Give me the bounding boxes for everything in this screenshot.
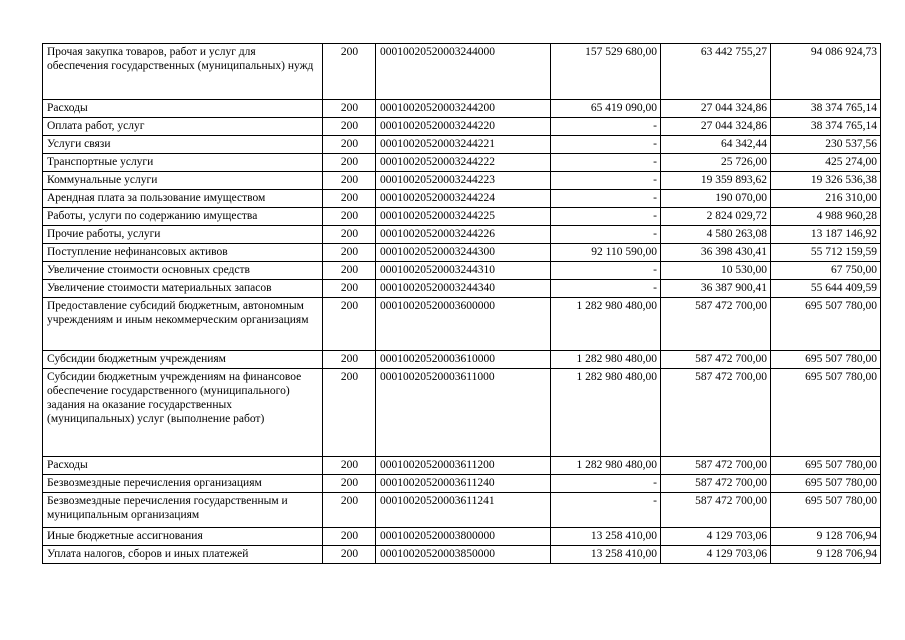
executed-amount: 36 387 900,41 — [661, 280, 771, 298]
table-row — [43, 226, 881, 244]
table-row — [43, 244, 881, 262]
table-row — [43, 298, 881, 351]
budget-item-name: Безвозмездные перечисления организациям — [43, 475, 323, 493]
line-code: 200 — [323, 298, 376, 351]
table-row — [43, 172, 881, 190]
line-code: 200 — [323, 226, 376, 244]
unexecuted-amount: 695 507 780,00 — [771, 475, 881, 493]
budget-item-name: Расходы — [43, 457, 323, 475]
approved-amount: - — [551, 172, 661, 190]
classification-code: 00010020520003244310 — [376, 262, 551, 280]
table-row — [43, 118, 881, 136]
line-code: 200 — [323, 280, 376, 298]
table-row — [43, 154, 881, 172]
budget-item-name: Транспортные услуги — [43, 154, 323, 172]
approved-amount: 65 419 090,00 — [551, 100, 661, 118]
table-row — [43, 100, 881, 118]
budget-item-name: Услуги связи — [43, 136, 323, 154]
line-code: 200 — [323, 100, 376, 118]
line-code: 200 — [323, 172, 376, 190]
executed-amount: 4 580 263,08 — [661, 226, 771, 244]
approved-amount: - — [551, 208, 661, 226]
line-code: 200 — [323, 154, 376, 172]
approved-amount: 1 282 980 480,00 — [551, 351, 661, 369]
table-row — [43, 475, 881, 493]
unexecuted-amount: 9 128 706,94 — [771, 528, 881, 546]
executed-amount: 27 044 324,86 — [661, 100, 771, 118]
approved-amount: - — [551, 280, 661, 298]
unexecuted-amount: 94 086 924,73 — [771, 44, 881, 100]
classification-code: 00010020520003850000 — [376, 546, 551, 564]
classification-code: 00010020520003244223 — [376, 172, 551, 190]
executed-amount: 4 129 703,06 — [661, 546, 771, 564]
line-code: 200 — [323, 351, 376, 369]
budget-item-name: Увеличение стоимости материальных запасов — [43, 280, 323, 298]
approved-amount: 13 258 410,00 — [551, 528, 661, 546]
table-row — [43, 44, 881, 100]
unexecuted-amount: 695 507 780,00 — [771, 457, 881, 475]
unexecuted-amount: 38 374 765,14 — [771, 118, 881, 136]
unexecuted-amount: 216 310,00 — [771, 190, 881, 208]
line-code: 200 — [323, 208, 376, 226]
line-code: 200 — [323, 262, 376, 280]
line-code: 200 — [323, 475, 376, 493]
classification-code: 00010020520003600000 — [376, 298, 551, 351]
executed-amount: 25 726,00 — [661, 154, 771, 172]
executed-amount: 63 442 755,27 — [661, 44, 771, 100]
table-row — [43, 546, 881, 564]
line-code: 200 — [323, 369, 376, 457]
approved-amount: 92 110 590,00 — [551, 244, 661, 262]
executed-amount: 2 824 029,72 — [661, 208, 771, 226]
classification-code: 00010020520003244340 — [376, 280, 551, 298]
table-row — [43, 190, 881, 208]
classification-code: 00010020520003244224 — [376, 190, 551, 208]
executed-amount: 587 472 700,00 — [661, 351, 771, 369]
table-row — [43, 136, 881, 154]
executed-amount: 587 472 700,00 — [661, 493, 771, 528]
executed-amount: 19 359 893,62 — [661, 172, 771, 190]
budget-item-name: Расходы — [43, 100, 323, 118]
budget-item-name: Работы, услуги по содержанию имущества — [43, 208, 323, 226]
budget-item-name: Субсидии бюджетным учреждениям — [43, 351, 323, 369]
unexecuted-amount: 695 507 780,00 — [771, 351, 881, 369]
approved-amount: - — [551, 118, 661, 136]
budget-item-name: Уплата налогов, сборов и иных платежей — [43, 546, 323, 564]
budget-item-name: Предоставление субсидий бюджетным, автономным учреждениям и иным некоммерческим организациям — [43, 298, 323, 351]
approved-amount: - — [551, 190, 661, 208]
unexecuted-amount: 695 507 780,00 — [771, 298, 881, 351]
unexecuted-amount: 230 537,56 — [771, 136, 881, 154]
table-body — [43, 44, 881, 564]
classification-code: 00010020520003244222 — [376, 154, 551, 172]
classification-code: 00010020520003611000 — [376, 369, 551, 457]
executed-amount: 587 472 700,00 — [661, 457, 771, 475]
approved-amount: - — [551, 493, 661, 528]
unexecuted-amount: 4 988 960,28 — [771, 208, 881, 226]
table-row — [43, 280, 881, 298]
line-code: 200 — [323, 136, 376, 154]
table-row — [43, 528, 881, 546]
line-code: 200 — [323, 190, 376, 208]
classification-code: 00010020520003244226 — [376, 226, 551, 244]
approved-amount: - — [551, 136, 661, 154]
unexecuted-amount: 695 507 780,00 — [771, 493, 881, 528]
classification-code: 00010020520003800000 — [376, 528, 551, 546]
unexecuted-amount: 13 187 146,92 — [771, 226, 881, 244]
line-code: 200 — [323, 457, 376, 475]
classification-code: 00010020520003244200 — [376, 100, 551, 118]
approved-amount: 1 282 980 480,00 — [551, 457, 661, 475]
table-row — [43, 351, 881, 369]
classification-code: 00010020520003611240 — [376, 475, 551, 493]
executed-amount: 10 530,00 — [661, 262, 771, 280]
classification-code: 00010020520003611200 — [376, 457, 551, 475]
budget-item-name: Поступление нефинансовых активов — [43, 244, 323, 262]
table-row — [43, 457, 881, 475]
executed-amount: 27 044 324,86 — [661, 118, 771, 136]
line-code: 200 — [323, 118, 376, 136]
classification-code: 00010020520003244221 — [376, 136, 551, 154]
approved-amount: 13 258 410,00 — [551, 546, 661, 564]
unexecuted-amount: 55 644 409,59 — [771, 280, 881, 298]
executed-amount: 64 342,44 — [661, 136, 771, 154]
budget-item-name: Безвозмездные перечисления государственным и муниципальным организациям — [43, 493, 323, 528]
budget-item-name: Оплата работ, услуг — [43, 118, 323, 136]
classification-code: 00010020520003244300 — [376, 244, 551, 262]
executed-amount: 587 472 700,00 — [661, 369, 771, 457]
unexecuted-amount: 67 750,00 — [771, 262, 881, 280]
budget-item-name: Иные бюджетные ассигнования — [43, 528, 323, 546]
budget-item-name: Прочие работы, услуги — [43, 226, 323, 244]
executed-amount: 36 398 430,41 — [661, 244, 771, 262]
unexecuted-amount: 19 326 536,38 — [771, 172, 881, 190]
classification-code: 00010020520003244000 — [376, 44, 551, 100]
executed-amount: 190 070,00 — [661, 190, 771, 208]
executed-amount: 587 472 700,00 — [661, 475, 771, 493]
approved-amount: 157 529 680,00 — [551, 44, 661, 100]
approved-amount: - — [551, 475, 661, 493]
unexecuted-amount: 38 374 765,14 — [771, 100, 881, 118]
budget-item-name: Прочая закупка товаров, работ и услуг для обеспечения государственных (муниципальных) нужд — [43, 44, 323, 100]
unexecuted-amount: 9 128 706,94 — [771, 546, 881, 564]
line-code: 200 — [323, 528, 376, 546]
classification-code: 00010020520003244225 — [376, 208, 551, 226]
line-code: 200 — [323, 546, 376, 564]
budget-item-name: Арендная плата за пользование имуществом — [43, 190, 323, 208]
approved-amount: - — [551, 262, 661, 280]
approved-amount: - — [551, 154, 661, 172]
line-code: 200 — [323, 44, 376, 100]
unexecuted-amount: 695 507 780,00 — [771, 369, 881, 457]
budget-item-name: Увеличение стоимости основных средств — [43, 262, 323, 280]
table-row — [43, 493, 881, 528]
approved-amount: - — [551, 226, 661, 244]
classification-code: 00010020520003611241 — [376, 493, 551, 528]
line-code: 200 — [323, 493, 376, 528]
unexecuted-amount: 55 712 159,59 — [771, 244, 881, 262]
classification-code: 00010020520003244220 — [376, 118, 551, 136]
budget-execution-table — [42, 43, 881, 564]
executed-amount: 4 129 703,06 — [661, 528, 771, 546]
table-row — [43, 208, 881, 226]
classification-code: 00010020520003610000 — [376, 351, 551, 369]
executed-amount: 587 472 700,00 — [661, 298, 771, 351]
unexecuted-amount: 425 274,00 — [771, 154, 881, 172]
approved-amount: 1 282 980 480,00 — [551, 369, 661, 457]
table-row — [43, 262, 881, 280]
line-code: 200 — [323, 244, 376, 262]
table-row — [43, 369, 881, 457]
approved-amount: 1 282 980 480,00 — [551, 298, 661, 351]
budget-item-name: Коммунальные услуги — [43, 172, 323, 190]
budget-item-name: Субсидии бюджетным учреждениям на финансовое обеспечение государственного (муниципального) задания на оказание государственных (муниципальных) услуг (выполнение работ) — [43, 369, 323, 457]
